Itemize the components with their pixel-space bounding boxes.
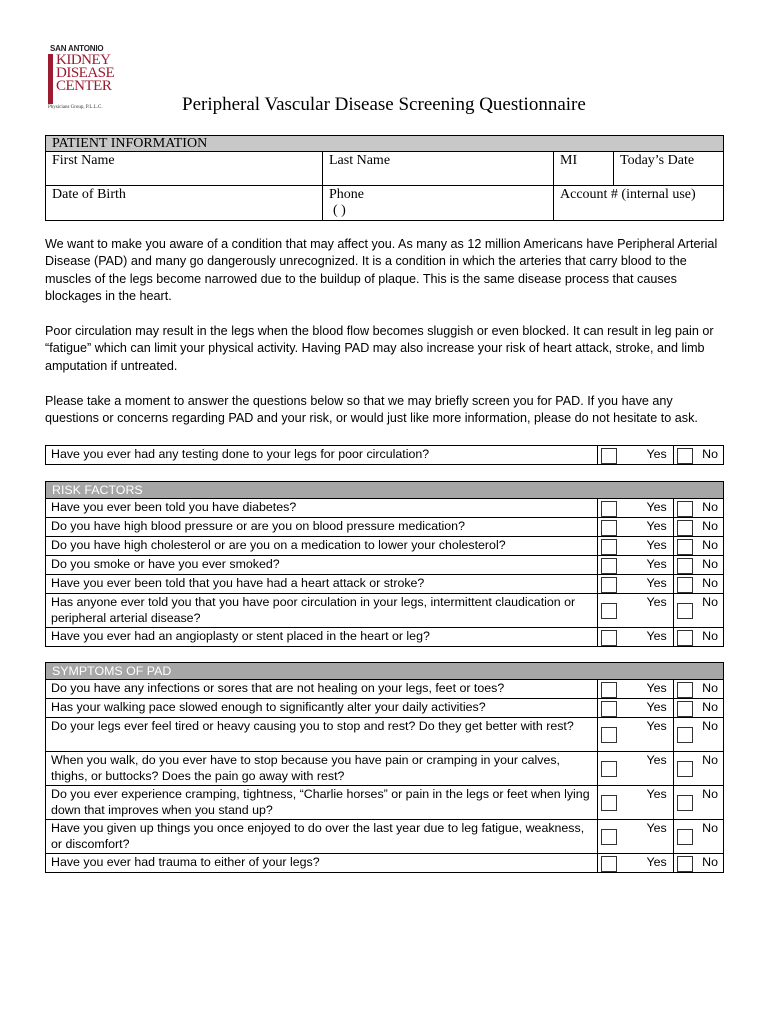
no-label: No (693, 594, 723, 628)
no-label: No (693, 556, 723, 575)
yes-checkbox[interactable] (601, 630, 617, 646)
yes-label: Yes (617, 499, 673, 518)
no-checkbox[interactable] (677, 761, 693, 777)
question-text: Do you have high cholesterol or are you on a medication to lower your cholesterol? (46, 537, 598, 556)
no-checkbox[interactable] (677, 727, 693, 743)
logo-line3: CENTER (56, 78, 112, 94)
patient-info-table (45, 135, 724, 221)
question-text: Do you have any infections or sores that are not healing on your legs, feet or toes? (46, 680, 598, 699)
yes-label: Yes (617, 446, 673, 465)
yes-checkbox[interactable] (601, 701, 617, 717)
question-row (46, 854, 724, 873)
yes-label: Yes (617, 518, 673, 537)
question-text: Has anyone ever told you that you have poor circulation in your legs, intermittent claudication or peripheral arterial disease? (46, 594, 598, 628)
no-label: No (693, 518, 723, 537)
yes-checkbox[interactable] (601, 577, 617, 593)
no-checkbox[interactable] (677, 448, 693, 464)
risk-factors-table (45, 481, 724, 647)
no-label: No (693, 499, 723, 518)
last-name-field[interactable]: Last Name (323, 152, 554, 186)
no-checkbox[interactable] (677, 577, 693, 593)
question-row (46, 594, 724, 628)
question-row (46, 556, 724, 575)
yes-label: Yes (617, 752, 673, 786)
question-text: Have you given up things you once enjoyed to do over the last year due to leg fatigue, weakness, or discomfort? (46, 820, 598, 854)
phone-label: Phone (329, 187, 364, 202)
question-row (46, 752, 724, 786)
no-checkbox[interactable] (677, 501, 693, 517)
question-row (46, 575, 724, 594)
yes-label: Yes (617, 699, 673, 718)
question-row (46, 537, 724, 556)
question-row (46, 786, 724, 820)
yes-label: Yes (617, 575, 673, 594)
question-text: Do your legs ever feel tired or heavy causing you to stop and rest? Do they get better with rest? (46, 718, 598, 752)
yes-checkbox[interactable] (601, 501, 617, 517)
question-text: Do you smoke or have you ever smoked? (46, 556, 598, 575)
account-field[interactable]: Account # (internal use) (554, 186, 724, 221)
yes-label: Yes (617, 718, 673, 752)
page-title: Peripheral Vascular Disease Screening Questionnaire (182, 94, 586, 115)
no-label: No (693, 537, 723, 556)
no-label: No (693, 820, 723, 854)
no-checkbox[interactable] (677, 603, 693, 619)
question-row (46, 518, 724, 537)
no-checkbox[interactable] (677, 856, 693, 872)
question-row (46, 628, 724, 647)
logo-bar (48, 54, 53, 104)
testing-question-table (45, 445, 724, 465)
no-label: No (693, 446, 723, 465)
logo-line1: KIDNEY (56, 52, 111, 68)
question-row (46, 499, 724, 518)
risk-factors-header: RISK FACTORS (46, 482, 724, 499)
no-checkbox[interactable] (677, 795, 693, 811)
yes-checkbox[interactable] (601, 539, 617, 555)
yes-label: Yes (617, 628, 673, 647)
intro-paragraph: We want to make you aware of a condition that may affect you. As many as 12 million Americans have Peripheral Arterial Disease (PAD) and many go dangerously unrecognized. It is a condition in which the arteries that carry blood to the muscles of the legs become narrowed due to the buildup of plaque. This is the same disease process that causes blockages in the heart. (45, 237, 718, 303)
question-text: Has your walking pace slowed enough to significantly alter your daily activities? (46, 699, 598, 718)
logo-line2: DISEASE (56, 65, 115, 81)
yes-checkbox[interactable] (601, 448, 617, 464)
yes-checkbox[interactable] (601, 520, 617, 536)
yes-checkbox[interactable] (601, 682, 617, 698)
first-name-field[interactable]: First Name (46, 152, 323, 186)
symptoms-table (45, 662, 724, 873)
no-label: No (693, 718, 723, 752)
todays-date-field[interactable]: Today’s Date (614, 152, 724, 186)
question-row (46, 718, 724, 752)
clinic-logo (44, 44, 120, 114)
question-row (46, 820, 724, 854)
yes-label: Yes (617, 820, 673, 854)
question-row (46, 699, 724, 718)
no-label: No (693, 680, 723, 699)
logo-top-text: SAN ANTONIO (50, 44, 104, 53)
no-checkbox[interactable] (677, 630, 693, 646)
mi-field[interactable]: MI (554, 152, 614, 186)
yes-label: Yes (617, 786, 673, 820)
question-text: Do you ever experience cramping, tightness, “Charlie horses” or pain in the legs or feet when lying down that improves when you stand up? (46, 786, 598, 820)
no-checkbox[interactable] (677, 520, 693, 536)
question-text: Have you ever had any testing done to your legs for poor circulation? (46, 446, 598, 465)
yes-checkbox[interactable] (601, 856, 617, 872)
question-row (46, 680, 724, 699)
yes-checkbox[interactable] (601, 558, 617, 574)
yes-checkbox[interactable] (601, 795, 617, 811)
no-label: No (693, 628, 723, 647)
instructions-paragraph: Please take a moment to answer the questions below so that we may briefly screen you for PAD. If you have any questions or concerns regarding PAD and your risk, or would just like more information, please do not hesitate to ask. (45, 394, 698, 426)
no-label: No (693, 699, 723, 718)
no-checkbox[interactable] (677, 829, 693, 845)
question-text: Do you have high blood pressure or are you on blood pressure medication? (46, 518, 598, 537)
phone-area-code: ( ) (333, 203, 346, 218)
patient-info-header: PATIENT INFORMATION (46, 136, 724, 152)
no-label: No (693, 854, 723, 873)
yes-label: Yes (617, 854, 673, 873)
phone-field[interactable] (323, 186, 554, 221)
yes-checkbox[interactable] (601, 727, 617, 743)
circulation-paragraph: Poor circulation may result in the legs when the blood flow becomes sluggish or even blocked. It can result in leg pain or “fatigue” which can limit your physical activity. Having PAD may also increase your risk of heart attack, stroke, and limb amputation if untreated. (45, 324, 714, 373)
question-text: Have you ever had an angioplasty or stent placed in the heart or leg? (46, 628, 598, 647)
no-label: No (693, 575, 723, 594)
question-text: When you walk, do you ever have to stop because you have pain or cramping in your calves, thighs, or buttocks? Does the pain go away with rest? (46, 752, 598, 786)
no-checkbox[interactable] (677, 701, 693, 717)
no-label: No (693, 752, 723, 786)
yes-checkbox[interactable] (601, 603, 617, 619)
no-checkbox[interactable] (677, 539, 693, 555)
yes-checkbox[interactable] (601, 761, 617, 777)
symptoms-header: SYMPTOMS OF PAD (46, 663, 724, 680)
no-checkbox[interactable] (677, 558, 693, 574)
yes-checkbox[interactable] (601, 829, 617, 845)
dob-field[interactable]: Date of Birth (46, 186, 323, 221)
no-label: No (693, 786, 723, 820)
yes-label: Yes (617, 680, 673, 699)
no-checkbox[interactable] (677, 682, 693, 698)
yes-label: Yes (617, 537, 673, 556)
question-text: Have you ever been told that you have had a heart attack or stroke? (46, 575, 598, 594)
yes-label: Yes (617, 594, 673, 628)
logo-subtitle: Physicians Group, P.L.L.C. (48, 105, 103, 110)
question-text: Have you ever had trauma to either of your legs? (46, 854, 598, 873)
question-text: Have you ever been told you have diabetes? (46, 499, 598, 518)
yes-label: Yes (617, 556, 673, 575)
